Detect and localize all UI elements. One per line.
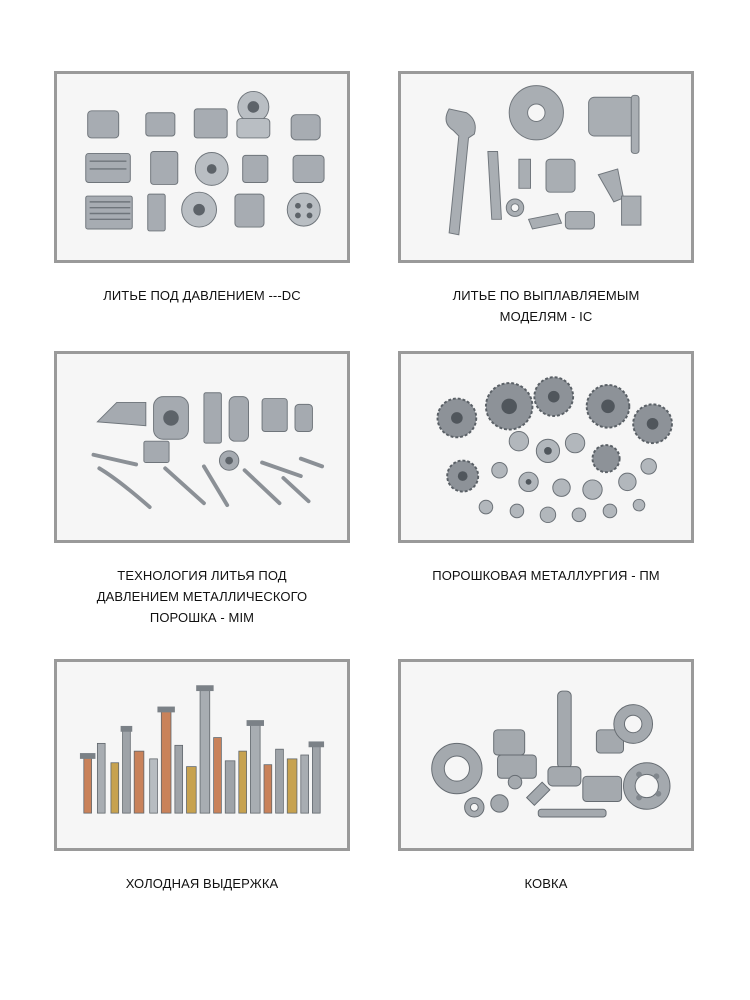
tile-die-casting-image[interactable] xyxy=(54,71,350,263)
powder-metallurgy-gears-photo xyxy=(401,354,691,540)
tile-die-casting-caption[interactable]: ЛИТЬЕ ПОД ДАВЛЕНИЕМ ---DC xyxy=(103,288,301,303)
mim-parts-photo xyxy=(57,354,347,540)
tile-forging-caption[interactable]: КОВКА xyxy=(524,876,568,891)
tile-cold-heading-image[interactable] xyxy=(54,659,350,851)
tile-investment-casting-image[interactable] xyxy=(398,71,694,263)
tile-mim-image[interactable] xyxy=(54,351,350,543)
tile-investment-casting-caption[interactable]: ЛИТЬЕ ПО ВЫПЛАВЛЯЕМЫМ МОДЕЛЯМ - IC xyxy=(452,288,640,324)
tile-cold-heading-caption[interactable]: ХОЛОДНАЯ ВЫДЕРЖКА xyxy=(125,876,279,891)
forging-parts-photo xyxy=(401,662,691,848)
die-cast-parts-photo xyxy=(57,74,347,260)
tile-powder-metallurgy-image[interactable] xyxy=(398,351,694,543)
investment-cast-parts-photo xyxy=(401,74,691,260)
tile-mim-caption[interactable]: ТЕХНОЛОГИЯ ЛИТЬЯ ПОД ДАВЛЕНИЕМ МЕТАЛЛИЧЕСКОГО ПОРОШКА - MIM xyxy=(96,568,308,625)
cold-heading-fasteners-photo xyxy=(57,662,347,848)
tile-powder-metallurgy-caption[interactable]: ПОРОШКОВАЯ МЕТАЛЛУРГИЯ - ПМ xyxy=(432,568,660,583)
tile-forging-image[interactable] xyxy=(398,659,694,851)
